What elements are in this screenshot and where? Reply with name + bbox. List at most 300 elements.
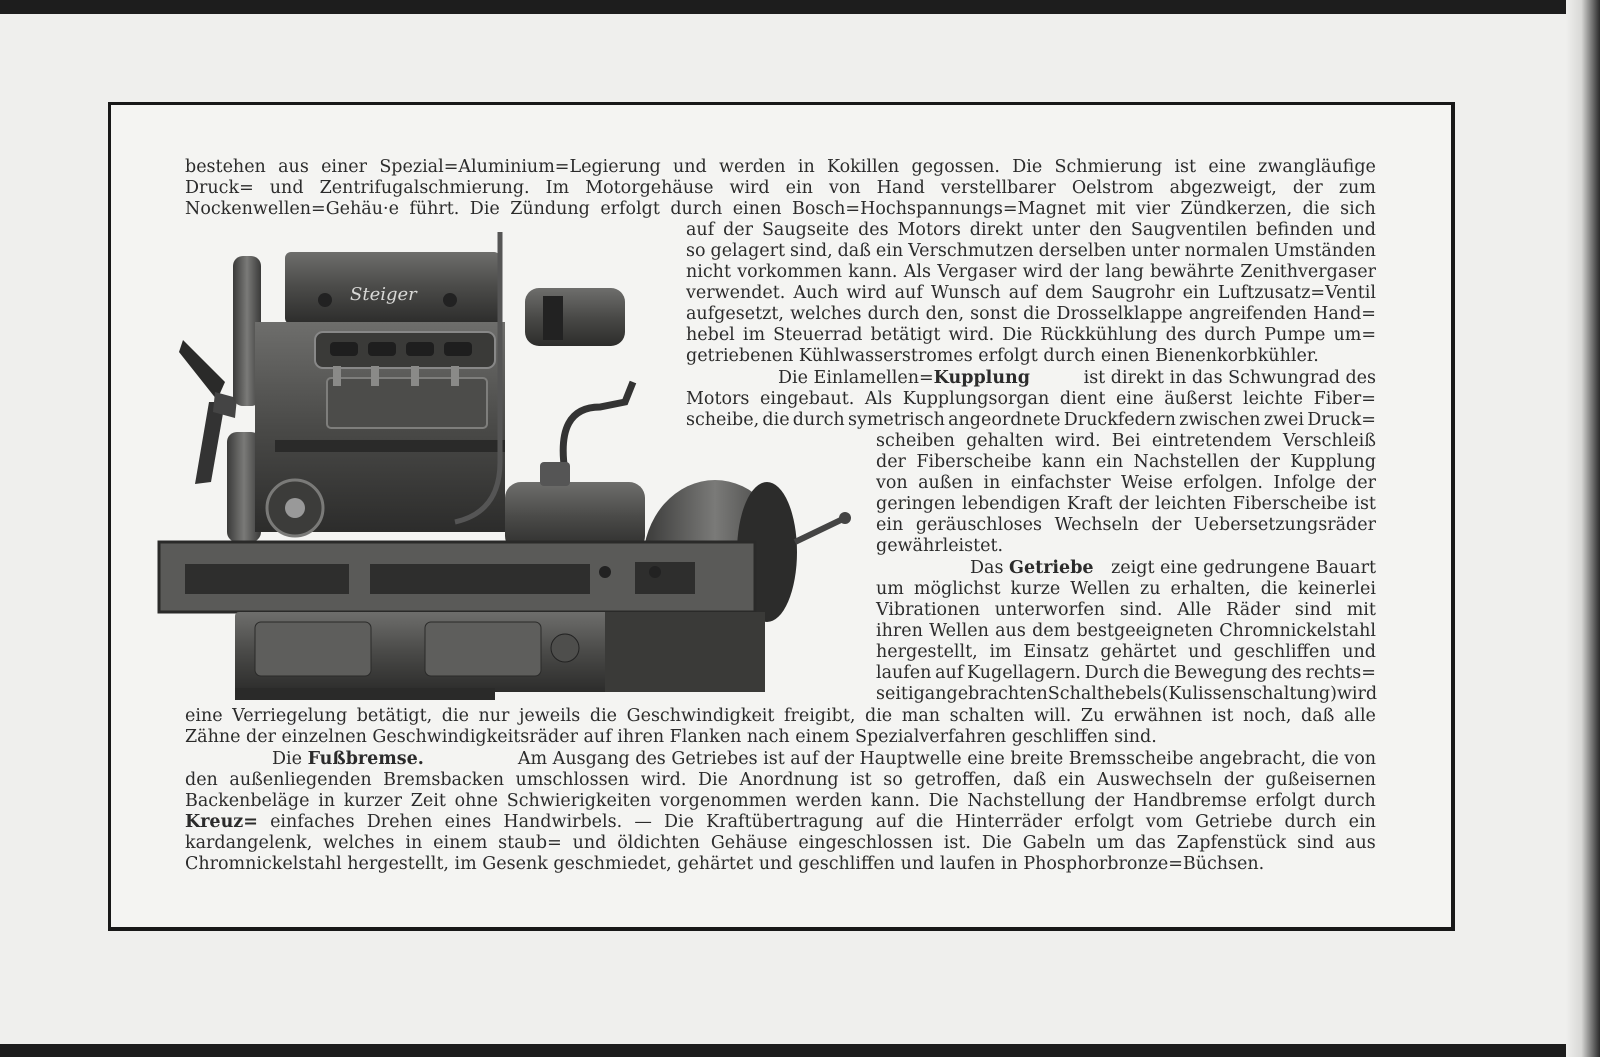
word: auf (1008, 283, 1037, 303)
text-line (876, 515, 1376, 536)
word: Druck= (185, 178, 254, 198)
word: ist (1354, 494, 1376, 514)
word: Backenbeläge (185, 791, 310, 811)
word: Wechseln (1054, 515, 1139, 535)
word: Motors (897, 220, 961, 240)
word: seitig (876, 684, 925, 704)
word: dem (1032, 621, 1071, 641)
word: im (742, 325, 766, 345)
word: Chromnickelstahl (1219, 621, 1376, 641)
word: Pumpe (1264, 325, 1326, 345)
word: bewährte (1150, 262, 1235, 282)
word: daß (1013, 770, 1047, 790)
word: so (883, 770, 903, 790)
word: Die (1012, 157, 1043, 177)
word: Kraft (1066, 494, 1113, 514)
word: Die (928, 791, 959, 811)
text-line: getriebenen Kühlwasserstromes erfolgt durch einen Bienenkorbkühler. (686, 346, 1319, 366)
word: scheibe, (686, 410, 760, 430)
word: Kugellagern. (967, 663, 1081, 683)
word: direkt (969, 220, 1023, 240)
word: einfaches (270, 812, 355, 832)
word: gelagert (710, 241, 786, 261)
page-edge (1566, 0, 1600, 1057)
word: vorgenommen (659, 791, 787, 811)
word: durch (1284, 812, 1337, 832)
word: vier (1135, 199, 1171, 219)
word: Fiberscheibe (916, 452, 1032, 472)
word: sonst (970, 304, 1017, 324)
word: umschlossen (515, 770, 630, 790)
word: der (1249, 452, 1280, 472)
word: Zündkerzen, (1180, 199, 1293, 219)
word: wird. (640, 770, 687, 790)
word: (Kulissenschaltung) (1161, 684, 1337, 704)
word: ein (1348, 812, 1376, 832)
word: öldichten (617, 833, 700, 853)
word: Saugseite (761, 220, 850, 240)
text-line (185, 833, 1376, 854)
word: den (185, 770, 218, 790)
word: werden (795, 791, 863, 811)
word: Wellen (1070, 579, 1131, 599)
text-line (876, 684, 1376, 705)
word: getroffen, (914, 770, 1002, 790)
word: Gabeln (1022, 833, 1086, 853)
word: der (1223, 770, 1254, 790)
word: Gehäuse (710, 833, 788, 853)
word: Bewegung (1174, 663, 1268, 683)
word: Im (545, 178, 570, 198)
word: von (828, 178, 861, 198)
word: kann. (848, 262, 898, 282)
word: staub= (498, 833, 562, 853)
word: und (673, 157, 707, 177)
text-line (876, 600, 1376, 621)
word: keinerlei (1297, 579, 1376, 599)
word: nicht (686, 262, 731, 282)
word: Spezial=Aluminium=Legierung (379, 157, 661, 177)
word: rechts= (1305, 663, 1376, 683)
word: auf (935, 663, 964, 683)
word: kurzer (343, 791, 402, 811)
word: Rückkühlung (1040, 325, 1158, 345)
word: die (1023, 304, 1051, 324)
word: zwischen (1179, 410, 1261, 430)
word: ohne (454, 791, 499, 811)
word: unter (1031, 220, 1081, 240)
word: Hand (876, 178, 925, 198)
word: abgezweigt, (1169, 178, 1277, 198)
word: aufgesetzt, (686, 304, 784, 324)
word: die (1260, 579, 1288, 599)
word: Vergaser (937, 262, 1017, 282)
word: Oelstrom (1071, 178, 1154, 198)
word: der (1346, 473, 1376, 493)
word: mit (1096, 199, 1126, 219)
word: leichten (1155, 494, 1227, 514)
text-line (185, 812, 1376, 833)
text-line (876, 663, 1376, 684)
word: ist (1174, 157, 1197, 177)
word: Getriebe (1195, 812, 1273, 832)
word: alle (1343, 706, 1376, 726)
word: Verschleiß (1282, 431, 1376, 451)
word: Kupplung (1290, 452, 1376, 472)
word: der (1118, 494, 1149, 514)
word: erfolgt (1255, 791, 1316, 811)
keyword-kreuz: Kreuz= (185, 812, 258, 832)
word: Handbremse (1132, 791, 1247, 811)
word: nur (478, 706, 510, 726)
text-line-kupplung: Die Einlamellen=Kupplung ist direkt in das Schwungrad des (778, 368, 1376, 388)
word: und (1342, 220, 1376, 240)
word: ist. (943, 833, 971, 853)
word: freigibt, (784, 706, 856, 726)
word: ein (785, 178, 813, 198)
word: außen (918, 473, 974, 493)
word: verwendet. (686, 283, 786, 303)
word: durch (1204, 325, 1257, 345)
magneto (525, 288, 625, 346)
word: Einsatz (1023, 642, 1089, 662)
word: wird (729, 178, 770, 198)
text-line (185, 199, 1376, 220)
word: Als (864, 389, 893, 409)
word: aus (278, 157, 309, 177)
word: sich (1340, 199, 1376, 219)
word: im (989, 642, 1012, 662)
word: Wunsch (930, 283, 1001, 303)
word: leichte (1242, 389, 1303, 409)
word: schalten (949, 706, 1025, 726)
word: normalen (1184, 241, 1270, 261)
word: und (1342, 642, 1376, 662)
word: Anordnung (739, 770, 839, 790)
word: verstellbarer (940, 178, 1056, 198)
word: — (634, 812, 652, 832)
word: befinden (1256, 220, 1334, 240)
word: führt. (409, 199, 460, 219)
word: vom (1145, 812, 1183, 832)
text-line (876, 579, 1376, 600)
word: so (686, 241, 706, 261)
word: scheiben (876, 431, 955, 451)
word: Zentrifugalschmierung. (319, 178, 530, 198)
word: Kokillen (827, 157, 900, 177)
word: Steuerrad (773, 325, 863, 345)
word: den, (925, 304, 965, 324)
word: kann. (870, 791, 920, 811)
word: geräuschloses (915, 515, 1042, 535)
word: zwei (1263, 410, 1304, 430)
word: derselben (1038, 241, 1127, 261)
text-line (185, 178, 1376, 199)
word: kardangelenk, (185, 833, 313, 853)
word: Verriegelung (232, 706, 348, 726)
text-line: Chromnickelstahl hergestellt, im Gesenk geschmiedet, gehärtet und geschliffen und laufen in Phosphorbronze=Büchsen. (185, 854, 1265, 874)
word: eine (1115, 389, 1154, 409)
word: lebendigen (962, 494, 1061, 514)
word: unterworfen (994, 600, 1106, 620)
engine-illustration (155, 222, 855, 704)
word: Nockenwellen=Gehäu·e (185, 199, 399, 219)
word: Druck= (1307, 410, 1376, 430)
word: zu (1140, 579, 1161, 599)
word: welches (323, 833, 395, 853)
word: ihren (876, 621, 923, 641)
word: Schalthebels (1047, 684, 1162, 704)
word: Saugventilen (1130, 220, 1248, 240)
text-line (185, 770, 1376, 791)
clutch-lever (563, 382, 633, 472)
word: ist (850, 770, 872, 790)
word: der (1151, 515, 1182, 535)
word: dem (1044, 283, 1084, 303)
word: Umständen (1273, 241, 1376, 261)
word: eingebaut. (760, 389, 855, 409)
keyword-kupplung: Kupplung (933, 368, 1031, 388)
word: des (1271, 663, 1302, 683)
word: Hinterräder (955, 812, 1062, 832)
text-line-getriebe: Das Getriebe zeigt eine gedrungene Bauart (970, 558, 1376, 578)
word: möglichst (913, 579, 1001, 599)
brand-logo: Steiger (350, 284, 417, 305)
word: jeweils (519, 706, 581, 726)
word: durch (867, 304, 920, 324)
word: Schwierigkeiten (506, 791, 652, 811)
keyword-fussbremse: Fußbremse. (307, 749, 424, 769)
word: ein (876, 515, 904, 535)
text-line (876, 431, 1376, 452)
word: eingeschlossen (798, 833, 933, 853)
word: des (858, 220, 889, 240)
word: dient (1059, 389, 1106, 409)
word: betätigt (870, 325, 941, 345)
text-line (876, 452, 1376, 473)
word: Bosch=Hochspannungs=Magnet (791, 199, 1086, 219)
word: einen (732, 199, 782, 219)
word: und (1188, 642, 1222, 662)
word: um= (1333, 325, 1376, 345)
word: und (269, 178, 304, 198)
word: einer (321, 157, 368, 177)
word: erfolgt (600, 199, 660, 219)
word: Weise (1121, 473, 1173, 493)
word: Motorgehäuse (585, 178, 714, 198)
word: Fiber= (1313, 389, 1376, 409)
word: erhalten, (1170, 579, 1251, 599)
word: des (1165, 325, 1197, 345)
text-line (876, 473, 1376, 494)
word: geringen (876, 494, 956, 514)
word: die (916, 812, 944, 832)
word: laufen (876, 663, 932, 683)
word: Zenithvergaser (1240, 262, 1376, 282)
word: die (589, 706, 618, 726)
word: Geschwindigkeit (626, 706, 775, 726)
word: Die (1002, 325, 1033, 345)
word: in (797, 157, 815, 177)
word: will. (1033, 706, 1072, 726)
word: gehärtet (1100, 642, 1177, 662)
word: Hand= (1313, 304, 1376, 324)
text-line (876, 494, 1376, 515)
word: kurze (1010, 579, 1061, 599)
word: erfolgt (1074, 812, 1134, 832)
word: Verschmutzen (908, 241, 1034, 261)
word: symetrisch (847, 410, 945, 430)
word: auf (894, 283, 923, 303)
word: bestehen (185, 157, 266, 177)
word: lang (1105, 262, 1144, 282)
word: eintretendem (1151, 431, 1272, 451)
word: Uebersetzungsräder (1193, 515, 1376, 535)
word: der (723, 220, 754, 240)
word: Handwirbels. (503, 812, 623, 832)
word: Infolge (1273, 473, 1336, 493)
word: Zeit (410, 791, 446, 811)
word: um (1096, 833, 1125, 853)
word: wird (1022, 262, 1063, 282)
word: eine (1208, 157, 1246, 177)
word: kann (1041, 452, 1086, 472)
text-line (876, 642, 1376, 663)
word: äußerst (1164, 389, 1233, 409)
word: eine (185, 706, 223, 726)
word: wird. (1054, 431, 1101, 451)
word: aus (1345, 833, 1376, 853)
word: durch (792, 410, 845, 430)
word: Kupplungsorgan (902, 389, 1050, 409)
word: hebel (686, 325, 735, 345)
word: sind (1294, 600, 1332, 620)
word: hergestellt, (876, 642, 978, 662)
word: Druckfedern (1063, 410, 1176, 430)
word: ist (1211, 706, 1234, 726)
word: Die (469, 199, 500, 219)
word: außenliegenden (229, 770, 372, 790)
word: mit (1346, 600, 1376, 620)
text-line: Zähne der einzelnen Geschwindigkeitsräder auf ihren Flanken nach einem Spezialverfahren geschliffen sind. (185, 727, 1157, 747)
word: die (1302, 199, 1330, 219)
word: Saugrohr (1091, 283, 1175, 303)
word: wird (846, 283, 887, 303)
word: die (1143, 663, 1171, 683)
text-line (185, 791, 1376, 812)
word: Bremsbacken (383, 770, 504, 790)
word: Alle (1177, 600, 1212, 620)
word: um (876, 579, 904, 599)
word: der (1292, 178, 1323, 198)
word: aus (995, 621, 1026, 641)
word: Wellen (929, 621, 989, 641)
word: ein (1182, 283, 1210, 303)
word: vorkommen (737, 262, 843, 282)
word: unter (1131, 241, 1180, 261)
word: die (762, 410, 790, 430)
word: Als (903, 262, 931, 282)
word: das (1135, 833, 1166, 853)
word: die (441, 706, 469, 726)
word: Zapfenstück (1176, 833, 1287, 853)
word: wird (1336, 684, 1378, 704)
word: noch, (1242, 706, 1292, 726)
word: in (983, 473, 1001, 493)
word: gußeisernen (1265, 770, 1376, 790)
word: Vibrationen (876, 600, 980, 620)
word: geschliffen (1233, 642, 1331, 662)
word: durch (1323, 791, 1376, 811)
word: der (1094, 791, 1125, 811)
word: Kraftübertragung (706, 812, 864, 832)
word: welches (790, 304, 862, 324)
text-line: gewährleistet. (876, 536, 1004, 556)
word: ein (1095, 452, 1124, 472)
word: man (901, 706, 941, 726)
word: und (572, 833, 607, 853)
word: zwangläufige (1258, 157, 1376, 177)
word: angebrachten (924, 684, 1048, 704)
word: Die (981, 833, 1012, 853)
word: daß (1301, 706, 1335, 726)
word: wird. (948, 325, 995, 345)
word: den (1089, 220, 1122, 240)
word: Räder (1226, 600, 1281, 620)
word: der (876, 452, 906, 472)
keyword-getriebe: Getriebe (1009, 558, 1094, 578)
word: sind (1297, 833, 1335, 853)
word: Motors (686, 389, 750, 409)
word: erwähnen (1113, 706, 1203, 726)
word: ein (875, 241, 904, 261)
text-line (185, 157, 1376, 178)
word: Die (664, 812, 694, 832)
word: gehalten (966, 431, 1044, 451)
word: Nachstellen (1133, 452, 1240, 472)
word: Nachstellung (967, 791, 1086, 811)
word: Auswechseln (1096, 770, 1213, 790)
word: der (1069, 262, 1099, 282)
word: bestgeeigneten (1076, 621, 1214, 641)
word: werden (719, 157, 786, 177)
word: Bei (1111, 431, 1141, 451)
word: gegossen. (911, 157, 1000, 177)
word: ein (1057, 770, 1086, 790)
word: eines (444, 812, 492, 832)
word: angreifenden (1188, 304, 1307, 324)
word: Fiberscheibe (1232, 494, 1348, 514)
word: angeordnete (948, 410, 1061, 430)
text-line-fussbremse: Die Fußbremse. Am Ausgang des Getriebes ist auf der Hauptwelle eine breite Bremsscheibe angebracht, die von (272, 749, 1376, 769)
word: zum (1338, 178, 1376, 198)
word: betätigt, (356, 706, 433, 726)
word: Zündung (510, 199, 590, 219)
word: erfolgen. (1183, 473, 1263, 493)
text-line (185, 706, 1376, 727)
word: auf (686, 220, 715, 240)
word: Luftzusatz=Ventil (1217, 283, 1376, 303)
word: Zu (1080, 706, 1105, 726)
word: sind. (1119, 600, 1163, 620)
word: von (876, 473, 908, 493)
word: Durch (1084, 663, 1140, 683)
word: in (318, 791, 336, 811)
word: einem (433, 833, 488, 853)
word: durch (670, 199, 723, 219)
word: daß (837, 241, 871, 261)
word: in (405, 833, 423, 853)
